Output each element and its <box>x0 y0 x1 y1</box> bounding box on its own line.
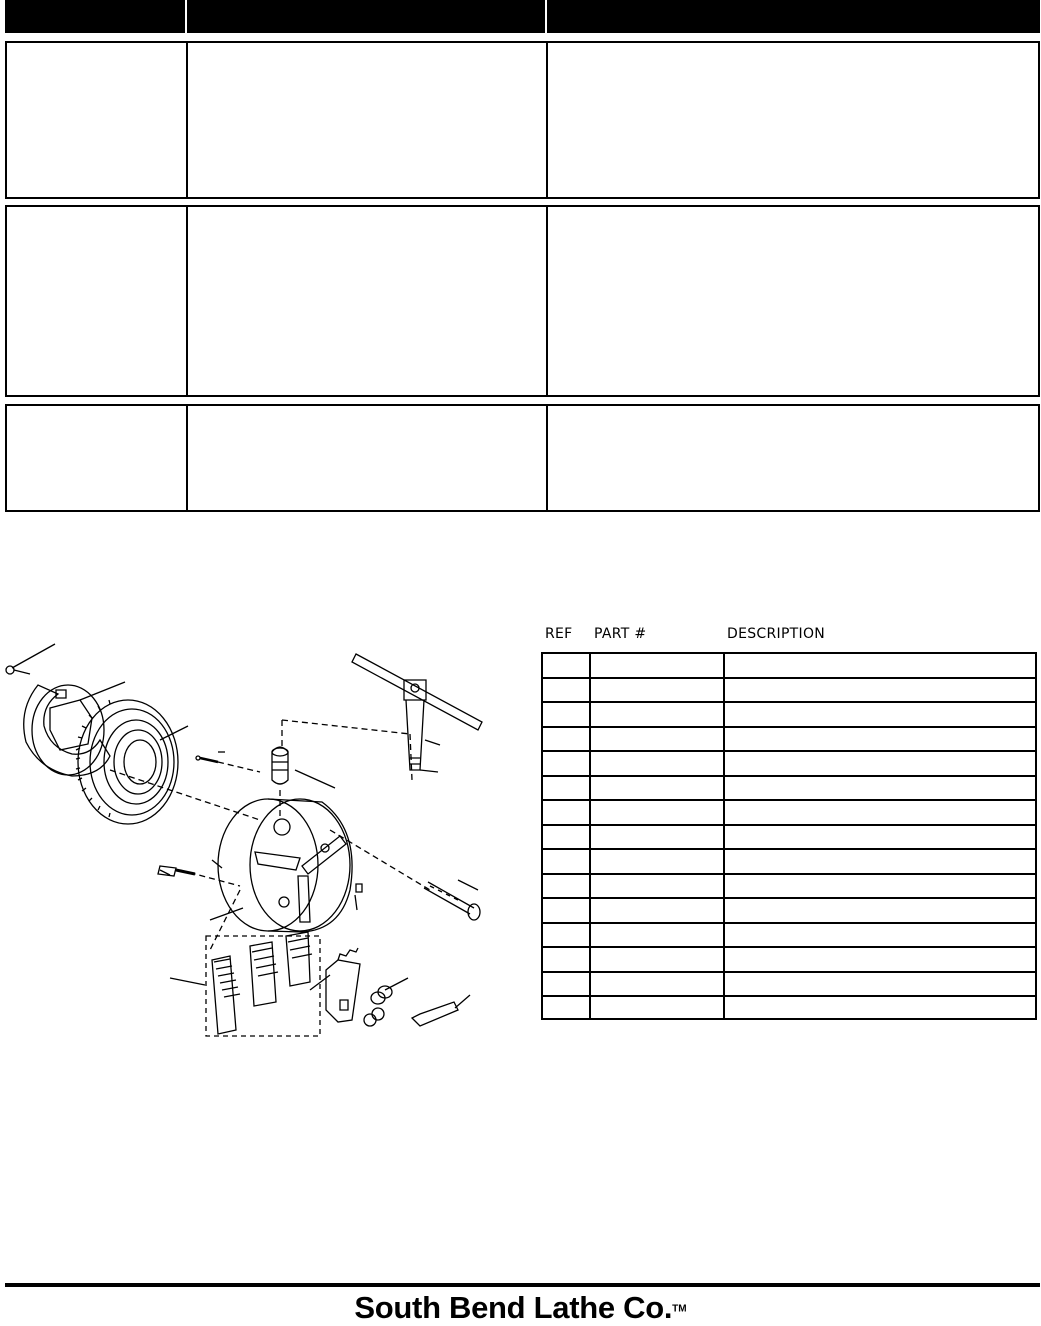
parts-table-header <box>543 624 1038 650</box>
table-row <box>543 677 1035 679</box>
header-divider <box>185 0 187 33</box>
header-bar <box>5 0 1040 33</box>
footer-brand <box>0 1290 1041 1324</box>
brand-logo-text: South Bend Lathe Co. <box>354 1290 673 1325</box>
column-divider <box>589 654 591 1018</box>
table-row <box>543 750 1035 752</box>
table-row <box>543 873 1035 875</box>
column-divider <box>546 406 548 510</box>
table-row <box>543 799 1035 801</box>
parts-table <box>541 652 1037 1020</box>
table-row <box>543 995 1035 997</box>
table-row <box>543 775 1035 777</box>
part-number-column-header: PART # <box>594 626 647 642</box>
table-row <box>543 726 1035 728</box>
table-row <box>543 922 1035 924</box>
column-divider <box>186 406 188 510</box>
description-column-header: DESCRIPTION <box>727 626 826 642</box>
table-row <box>543 824 1035 826</box>
table-row <box>543 946 1035 948</box>
trademark-mark: TM <box>672 1303 687 1315</box>
ref-column-header: REF <box>545 626 573 642</box>
table-row <box>543 701 1035 703</box>
table-row <box>5 205 1040 397</box>
table-row <box>543 971 1035 973</box>
footer-rule <box>5 1283 1040 1287</box>
column-divider <box>186 43 188 197</box>
column-divider <box>723 654 725 1018</box>
table-row <box>5 41 1040 199</box>
table-row <box>543 897 1035 899</box>
column-divider <box>186 207 188 395</box>
table-row <box>543 848 1035 850</box>
table-row <box>5 404 1040 512</box>
column-divider <box>546 207 548 395</box>
header-divider <box>545 0 547 33</box>
column-divider <box>546 43 548 197</box>
chuck-exploded-diagram <box>0 630 505 1045</box>
